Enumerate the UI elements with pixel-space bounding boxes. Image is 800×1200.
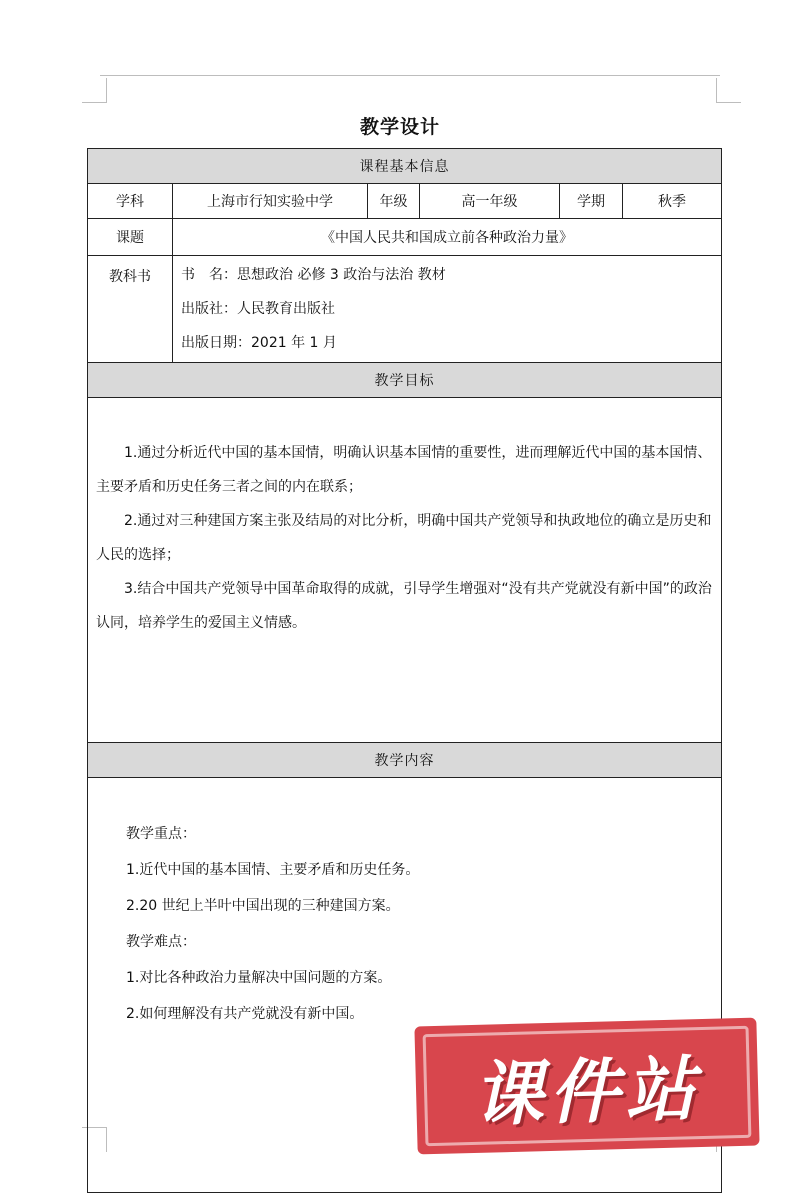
content-line: 1.对比各种政治力量解决中国问题的方案。 [126,970,392,986]
goal-item: 2.通过对三种建国方案主张及结局的对比分析，明确中国共产党领导和执政地位的确立是历史和人民的选择； [96,513,712,563]
page-top-edge [100,75,720,76]
school-value: 上海市行知实验中学 [173,184,368,219]
crop-mark-top-left [82,78,107,103]
goals-header: 教学目标 [88,363,722,398]
document-title: 教学设计 [359,116,440,138]
watermark-stamp [414,1018,759,1155]
content-line: 1.近代中国的基本国情、主要矛盾和历史任务。 [126,862,420,878]
topic-value: 《中国人民共和国成立前各种政治力量》 [173,219,722,256]
grade-value: 高一年级 [420,184,560,219]
grade-label: 年级 [368,184,420,219]
content-line: 教学难点： [126,934,196,950]
goal-item: 1.通过分析近代中国的基本国情，明确认识基本国情的重要性，进而理解近代中国的基本国情、主要矛盾和历史任务三者之间的内在联系； [96,445,712,495]
content-line: 2.20 世纪上半叶中国出现的三种建国方案。 [126,898,400,914]
term-label: 学期 [560,184,623,219]
topic-label: 课题 [88,219,173,256]
basic-info-header: 课程基本信息 [88,149,722,184]
goal-item: 3.结合中国共产党领导中国革命取得的成就，引导学生增强对“没有共产党就没有新中国”的政治认同，培养学生的爱国主义情感。 [96,581,712,631]
textbook-date-line: 出版日期：2021 年 1 月 [181,335,337,351]
content-line: 2.如何理解没有共产党就没有新中国。 [126,1006,364,1022]
subject-label: 学科 [88,184,173,219]
watermark-text: 课件站 [472,1047,703,1136]
textbook-label: 教科书 [88,256,173,363]
goals-body [88,398,722,743]
term-value: 秋季 [623,184,722,219]
textbook-name-line: 书 名：思想政治 必修 3 政治与法治 教材 [181,267,446,283]
textbook-info [173,256,722,363]
content-header: 教学内容 [88,743,722,778]
textbook-publisher-line: 出版社：人民教育出版社 [181,301,335,317]
content-line: 教学重点： [126,826,196,842]
crop-mark-top-right [716,78,741,103]
